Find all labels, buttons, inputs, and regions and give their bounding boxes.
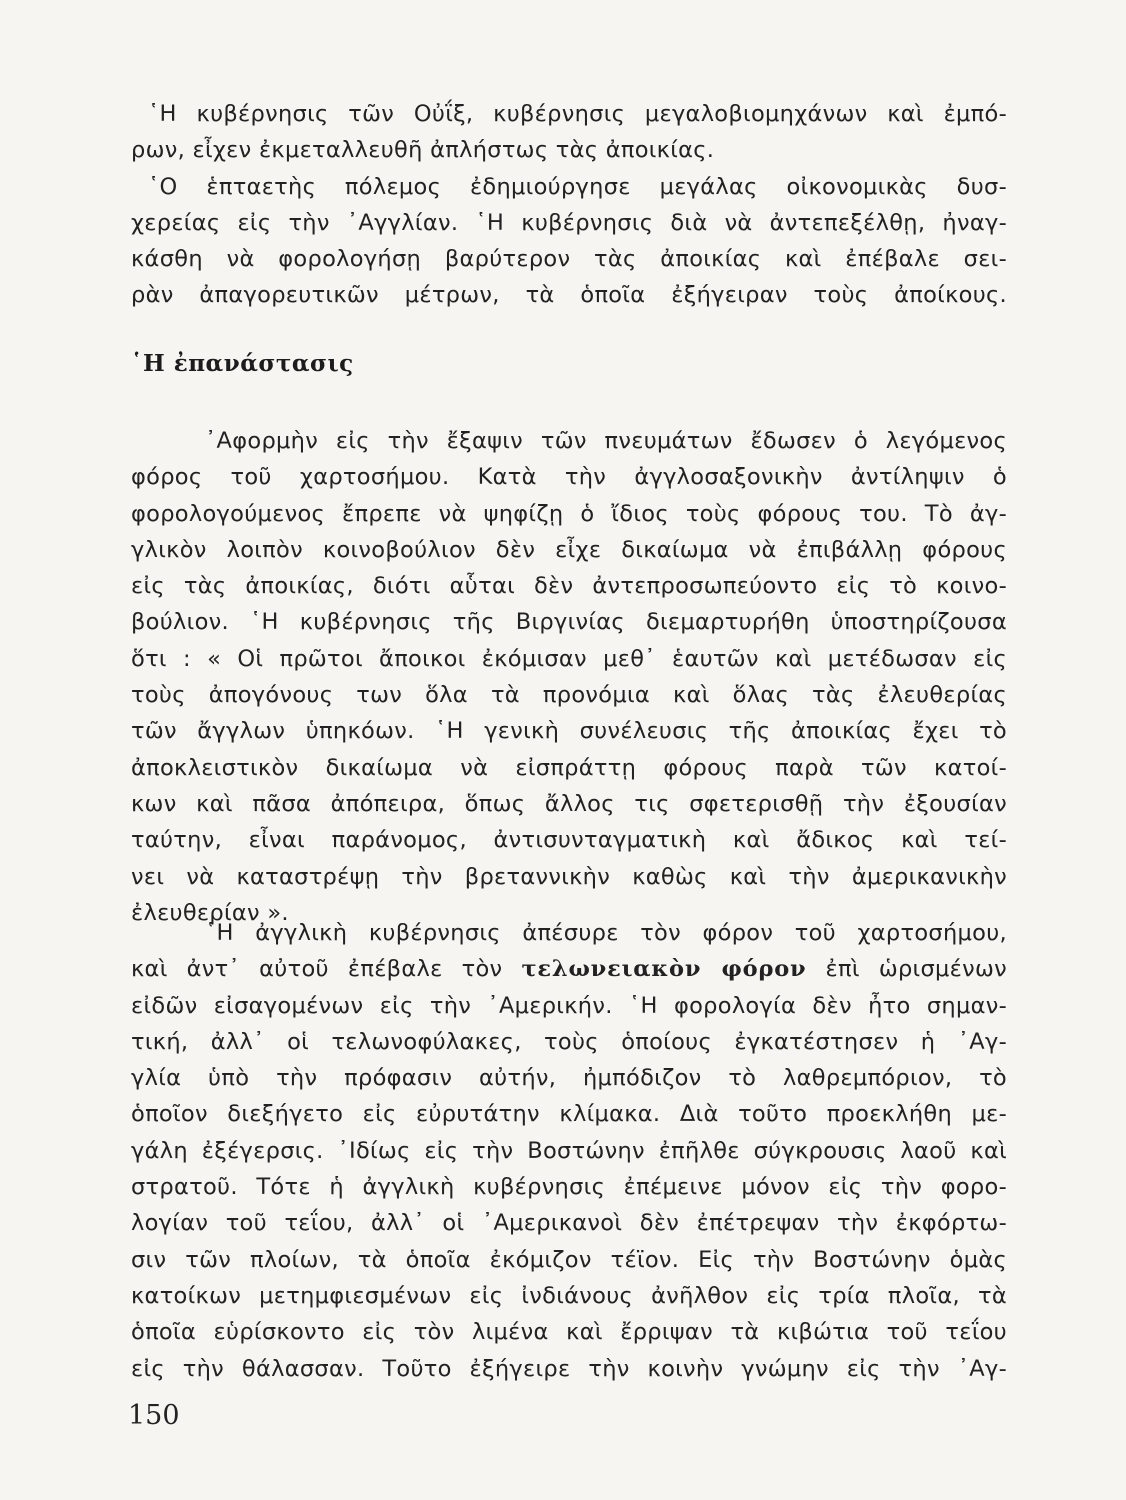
text-line: ὁποῖον διεξήγετο εἰς εὐρυτάτην κλίμακα. Διὰ τοῦτο προεκλήθη με-	[131, 1101, 1007, 1128]
text-line: γλικὸν λοιπὸν κοινοβούλιον δὲν εἶχε δικαίωμα νὰ ἐπιβάλλῃ φόρους	[131, 536, 1007, 563]
text-line: φόρος τοῦ χαρτοσήμου. Κατὰ τὴν ἀγγλοσαξονικὴν ἀντίληψιν ὁ	[131, 464, 1007, 491]
text-line: φορολογούμενος ἔπρεπε νὰ ψηφίζῃ ὁ ἴδιος τοὺς φόρους του. Τὸ ἀγ-	[131, 500, 1007, 527]
text-line-with-bold-term	[131, 951, 1007, 987]
text-line: τῶν ἄγγλων ὑπηκόων. ῾Η γενικὴ συνέλευσις τῆς ἀποικίας ἔχει τὸ	[131, 718, 1007, 745]
text-line: λογίαν τοῦ τεΐου, ἀλλ᾿ οἱ ᾿Αμερικανοὶ δὲν ἐπέτρεψαν τὴν ἐκφόρτω-	[131, 1210, 1007, 1237]
text-line: κατοίκων μετημφιεσμένων εἰς ἰνδιάνους ἀνῆλθον εἰς τρία πλοῖα, τὰ	[131, 1282, 1007, 1309]
text-line: ὁποῖα εὑρίσκοντο εἰς τὸν λιμένα καὶ ἔρριψαν τὰ κιβώτια τοῦ τεΐου	[131, 1319, 1007, 1346]
text-line: εἰς τὴν θάλασσαν. Τοῦτο ἐξήγειρε τὴν κοινὴν γνώμην εἰς τὴν ᾿Αγ-	[131, 1355, 1007, 1382]
text-line: ἐλευθερίαν ».	[131, 899, 289, 926]
paragraph-stamp-tax	[131, 423, 1007, 931]
text-line: κων καὶ πᾶσα ἀπόπειρα, ὅπως ἄλλος τις σφετερισθῇ τὴν ἐξουσίαν	[131, 790, 1007, 817]
page-number: 150	[128, 1400, 180, 1431]
text-line: τική, ἀλλ᾿ οἱ τελωνοφύλακες, τοὺς ὁποίους ἐγκατέστησεν ἡ ᾿Αγ-	[131, 1028, 1007, 1055]
text-segment: καὶ ἀντ᾿ αὐτοῦ ἐπέβαλε τὸν	[131, 956, 522, 983]
text-line: τοὺς ἀπογόνους των ὅλα τὰ προνόμια καὶ ὅλας τὰς ἐλευθερίας	[131, 682, 1007, 709]
text-line: στρατοῦ. Τότε ἡ ἀγγλικὴ κυβέρνησις ἐπέμεινε μόνον εἰς τὴν φορο-	[131, 1174, 1007, 1201]
text-line: ρων, εἶχεν ἐκμεταλλευθῆ ἀπλήστως τὰς ἀποικίας.	[131, 137, 715, 164]
text-line: εἰδῶν εἰσαγομένων εἰς τὴν ᾿Αμερικήν. ῾Η φορολογία δὲν ἦτο σημαν-	[131, 992, 1007, 1019]
section-heading: ῾Η ἐπανάστασις	[131, 350, 354, 377]
intro-paragraphs	[131, 96, 1007, 314]
text-line: ᾿Αφορμὴν εἰς τὴν ἔξαψιν τῶν πνευμάτων ἔδωσεν ὁ λεγόμενος	[205, 428, 1007, 454]
text-line: γάλη ἐξέγερσις. ᾿Ιδίως εἰς τὴν Βοστώνην ἐπῆλθε σύγκρουσις λαοῦ καὶ	[131, 1137, 1007, 1164]
text-line: ῾Ο ἑπταετὴς πόλεμος ἐδημιούργησε μεγάλας οἰκονομικὰς δυσ-	[148, 173, 1007, 200]
text-line: ἀποκλειστικὸν δικαίωμα νὰ εἰσπράττῃ φόρους παρὰ τῶν κατοί-	[131, 754, 1007, 781]
text-line: κάσθη νὰ φορολογήσῃ βαρύτερον τὰς ἀποικίας καὶ ἐπέβαλε σει-	[131, 246, 1007, 273]
text-segment: ἐπὶ ὡρισμένων	[806, 956, 1007, 983]
text-line: νει νὰ καταστρέψῃ τὴν βρεταννικὴν καθὼς καὶ τὴν ἀμερικανικὴν	[131, 863, 1007, 890]
text-line: ῾Η ἀγγλικὴ κυβέρνησις ἀπέσυρε τὸν φόρον τοῦ χαρτοσήμου,	[205, 920, 1007, 946]
text-line: χερείας εἰς τὴν ᾿Αγγλίαν. ῾Η κυβέρνησις διὰ νὰ ἀντεπεξέλθῃ, ἠναγ-	[131, 209, 1007, 236]
bold-term: τελωνειακὸν φόρον	[521, 956, 807, 983]
text-line: βούλιον. ῾Η κυβέρνησις τῆς Βιργινίας διεμαρτυρήθη ὑποστηρίζουσα	[131, 609, 1007, 636]
text-line: ρὰν ἀπαγορευτικῶν μέτρων, τὰ ὁποῖα ἐξήγειραν τοὺς ἀποίκους.	[131, 282, 1007, 309]
text-line: σιν τῶν πλοίων, τὰ ὁποῖα ἐκόμιζον τέϊον. Εἰς τὴν Βοστώνην ὁμὰς	[131, 1246, 1007, 1273]
text-line: ταύτην, εἶναι παράνομος, ἀντισυνταγματικὴ καὶ ἄδικος καὶ τεί-	[131, 827, 1007, 854]
text-line: ὅτι : « Οἱ πρῶτοι ἄποικοι ἐκόμισαν μεθ᾿ ἑαυτῶν καὶ μετέδωσαν εἰς	[131, 645, 1007, 672]
text-line: ῾Η κυβέρνησις τῶν Οὐΐξ, κυβέρνησις μεγαλοβιομηχάνων καὶ ἐμπό-	[148, 101, 1007, 127]
text-line: εἰς τὰς ἀποικίας, διότι αὗται δὲν ἀντεπροσωπεύοντο εἰς τὸ κοινο-	[131, 573, 1007, 600]
paragraph-customs-tax	[131, 915, 1007, 1387]
text-line: γλία ὑπὸ τὴν πρόφασιν αὐτήν, ἠμπόδιζον τὸ λαθρεμπόριον, τὸ	[131, 1065, 1007, 1092]
